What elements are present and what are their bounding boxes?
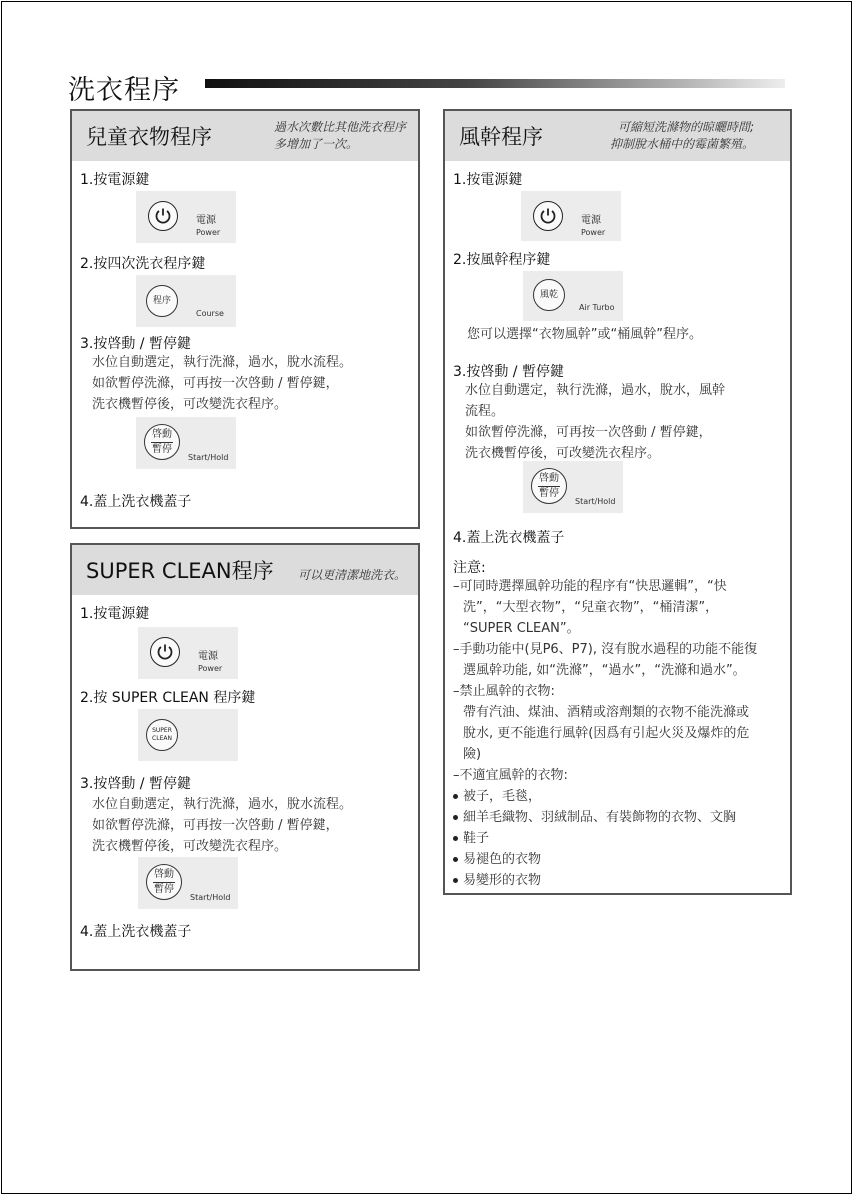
super-clean-btn-text2: CLEAN bbox=[152, 735, 172, 742]
air-note-10: –不適宜風幹的衣物: bbox=[453, 768, 568, 783]
power-icon bbox=[150, 637, 180, 667]
air-step2: 2.按風幹程序鍵 bbox=[453, 252, 551, 268]
air-desc-line2: 流程。 bbox=[465, 404, 505, 419]
air-dry-panel-title: 風幹程序 bbox=[459, 125, 543, 149]
air-turbo-button-icon: 風乾 bbox=[533, 279, 565, 311]
air-note-7: 帶有汽油、煤油、酒精或溶劑類的衣物不能洗滌或 bbox=[463, 705, 750, 720]
air-choose-text: 您可以選擇“衣物風幹”或“桶風幹”程序。 bbox=[467, 327, 702, 342]
super-step4: 4.蓋上洗衣機蓋子 bbox=[80, 924, 192, 940]
kids-power-button-image bbox=[136, 191, 236, 243]
kids-step3-desc bbox=[92, 352, 352, 415]
super-clean-panel-note: 可以更清潔地洗衣。 bbox=[297, 568, 406, 582]
super-desc-line1: 水位自動選定，執行洗滌，過水，脫水流程。 bbox=[92, 797, 353, 812]
hold-label: 暫停 bbox=[539, 488, 559, 499]
air-start-hold-button-image bbox=[523, 461, 623, 513]
air-step3: 3.按啓動 / 暫停鍵 bbox=[453, 364, 564, 380]
start-label: 啓動 bbox=[539, 473, 559, 484]
page-title: 洗衣程序 bbox=[68, 75, 180, 106]
air-bullet-list bbox=[453, 786, 736, 891]
air-step1: 1.按電源鍵 bbox=[453, 172, 523, 188]
kids-step2: 2.按四次洗衣程序鍵 bbox=[80, 256, 206, 272]
super-power-button-image bbox=[138, 627, 238, 679]
hold-label: 暫停 bbox=[152, 444, 172, 455]
start-hold-label-en: Start/Hold bbox=[575, 497, 616, 506]
air-dry-panel-header bbox=[445, 111, 790, 161]
super-clean-button-icon bbox=[146, 719, 178, 751]
power-label-cn: 電源 bbox=[198, 651, 218, 662]
title-gradient-bar bbox=[205, 79, 785, 88]
start-label: 啓動 bbox=[154, 869, 174, 880]
power-label-en: Power bbox=[198, 664, 223, 673]
air-turbo-label-en: Air Turbo bbox=[579, 303, 615, 312]
course-label-en: Course bbox=[196, 309, 224, 318]
air-turbo-button-image bbox=[523, 271, 623, 321]
super-step1: 1.按電源鍵 bbox=[80, 606, 150, 622]
bullet-item bbox=[453, 828, 736, 849]
bullet-item bbox=[453, 807, 736, 828]
super-step2: 2.按 SUPER CLEAN 程序鍵 bbox=[80, 690, 256, 706]
power-icon bbox=[148, 201, 178, 231]
hold-label: 暫停 bbox=[154, 884, 174, 895]
air-notes-body bbox=[453, 576, 757, 786]
kids-panel-title: 兒童衣物程序 bbox=[86, 125, 212, 149]
air-note-8: 脫水, 更不能進行風幹(因爲有引起火災及爆炸的危 bbox=[463, 726, 750, 741]
air-dry-panel-note bbox=[610, 119, 754, 153]
power-label-en: Power bbox=[581, 228, 606, 237]
bullet-item bbox=[453, 849, 736, 870]
air-note-line1: 可縮短洗滌物的晾曬時間; bbox=[617, 120, 754, 134]
super-start-hold-button-image bbox=[138, 857, 238, 909]
air-dry-panel bbox=[443, 109, 792, 895]
air-note-1: –可同時選擇風幹功能的程序有“快思邏輯”，“快 bbox=[453, 579, 727, 594]
air-note-6: –禁止風幹的衣物: bbox=[453, 684, 555, 699]
bullet-text: 鞋子 bbox=[463, 831, 490, 846]
super-clean-panel-title: SUPER CLEAN程序 bbox=[86, 559, 274, 583]
start-hold-label-en: Start/Hold bbox=[188, 453, 229, 462]
bullet-item bbox=[453, 786, 736, 807]
air-desc-line4: 洗衣機暫停後，可改變洗衣程序。 bbox=[465, 446, 661, 461]
kids-desc-line2: 如欲暫停洗滌，可再按一次啓動 / 暫停鍵， bbox=[92, 376, 339, 391]
super-clean-panel bbox=[70, 543, 420, 971]
power-label-cn: 電源 bbox=[196, 215, 216, 226]
air-step3-desc bbox=[465, 380, 725, 464]
air-power-button-image bbox=[521, 191, 621, 241]
kids-panel bbox=[70, 109, 420, 529]
course-button-icon: 程序 bbox=[146, 285, 178, 317]
air-note-5: 選風幹功能, 如“洗滌”，“過水”，“洗滌和過水”。 bbox=[463, 663, 746, 678]
bullet-text: 易褪色的衣物 bbox=[463, 852, 542, 867]
kids-course-button-image bbox=[136, 275, 236, 327]
super-desc-line3: 洗衣機暫停後，可改變洗衣程序。 bbox=[92, 839, 288, 854]
air-note-4: –手動功能中(見P6、P7), 沒有脫水過程的功能不能復 bbox=[453, 642, 758, 657]
air-desc-line1: 水位自動選定，執行洗滌，過水，脫水，風幹 bbox=[465, 383, 726, 398]
start-hold-icon bbox=[146, 864, 182, 900]
air-note-3: “SUPER CLEAN”。 bbox=[463, 621, 580, 636]
bullet-text: 易變形的衣物 bbox=[463, 873, 542, 888]
kids-panel-header bbox=[72, 111, 418, 161]
kids-start-hold-button-image bbox=[136, 417, 236, 469]
power-icon bbox=[533, 201, 563, 231]
air-step4: 4.蓋上洗衣機蓋子 bbox=[453, 530, 565, 546]
bullet-item bbox=[453, 870, 736, 891]
bullet-text: 細羊毛織物、羽絨制品、有裝飾物的衣物、文胸 bbox=[463, 810, 737, 825]
start-hold-label-en: Start/Hold bbox=[190, 893, 231, 902]
super-step3-desc bbox=[92, 794, 352, 857]
start-hold-icon bbox=[144, 424, 180, 460]
power-label-en: Power bbox=[196, 228, 221, 237]
super-clean-panel-header bbox=[72, 545, 418, 595]
kids-note-line1: 過水次數比其他洗衣程序 bbox=[273, 120, 406, 134]
super-clean-btn-text1: SUPER bbox=[152, 727, 172, 734]
bullet-text: 被子，毛毯， bbox=[463, 789, 542, 804]
air-notes-title: 注意: bbox=[453, 560, 486, 576]
air-note-2: 洗”，“大型衣物”，“兒童衣物”，“桶清潔”， bbox=[463, 600, 719, 615]
super-desc-line2: 如欲暫停洗滌，可再按一次啓動 / 暫停鍵， bbox=[92, 818, 339, 833]
air-desc-line3: 如欲暫停洗滌，可再按一次啓動 / 暫停鍵， bbox=[465, 425, 712, 440]
super-step3: 3.按啓動 / 暫停鍵 bbox=[80, 776, 191, 792]
air-note-9: 險) bbox=[463, 747, 482, 762]
air-note-line2: 抑制脫水桶中的霉菌繁殖。 bbox=[609, 137, 754, 151]
kids-panel-note bbox=[274, 119, 406, 153]
start-label: 啓動 bbox=[152, 429, 172, 440]
kids-step4: 4.蓋上洗衣機蓋子 bbox=[80, 494, 192, 510]
kids-desc-line3: 洗衣機暫停後，可改變洗衣程序。 bbox=[92, 397, 288, 412]
kids-note-line2: 多增加了一次。 bbox=[273, 137, 358, 151]
kids-step1: 1.按電源鍵 bbox=[80, 172, 150, 188]
start-hold-icon bbox=[531, 468, 567, 504]
super-clean-button-image bbox=[138, 709, 238, 761]
kids-desc-line1: 水位自動選定，執行洗滌，過水，脫水流程。 bbox=[92, 355, 353, 370]
power-label-cn: 電源 bbox=[581, 215, 601, 226]
kids-step3: 3.按啓動 / 暫停鍵 bbox=[80, 336, 191, 352]
